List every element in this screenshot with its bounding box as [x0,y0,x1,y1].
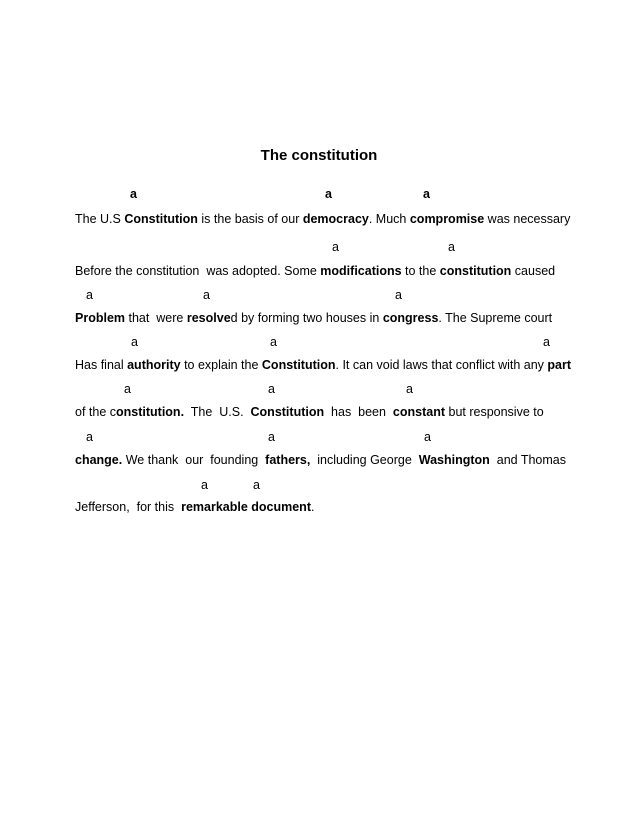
marker: a [325,187,332,201]
marker-row-1 [0,187,638,203]
bold-term: Washington [418,453,490,467]
marker-row-7 [0,478,638,494]
text-line-6 [75,453,575,467]
bold-term: modifications [320,264,402,278]
marker: a [131,335,138,349]
text-run: to the [401,264,440,278]
marker: a [130,187,137,201]
text-run: to explain the [180,358,262,372]
marker: a [270,335,277,349]
bold-term: congress [382,311,439,325]
marker: a [543,335,550,349]
bold-term: authority [127,358,181,372]
bold-term: change. [75,453,123,467]
text-run: has been [324,405,393,419]
bold-term: resolve [186,311,231,325]
text-run: The U.S. [184,405,251,419]
marker: a [268,382,275,396]
text-line-1 [75,212,575,226]
text-run: d by forming two houses in [230,311,383,325]
marker-row-3 [0,288,638,304]
bold-term: fathers, [265,453,311,467]
text-run: . Much [368,212,410,226]
marker: a [201,478,208,492]
text-run: . The Supreme court [438,311,553,325]
marker: a [395,288,402,302]
marker-row-4 [0,335,638,351]
text-run: that were [125,311,187,325]
text-run: . It can void laws that conflict with any [335,358,548,372]
bold-term: democracy [302,212,369,226]
marker: a [423,187,430,201]
text-run: . [311,500,315,514]
marker: a [448,240,455,254]
bold-term: Constitution [261,358,336,372]
bold-term: constitution [439,264,512,278]
marker: a [424,430,431,444]
bold-term: compromise [409,212,485,226]
marker: a [203,288,210,302]
text-run: of the c [75,405,116,419]
text-run: Jefferson, for this [75,500,182,514]
bold-term: onstitution. [116,405,185,419]
marker-row-2 [0,240,638,256]
text-run: is the basis of our [197,212,303,226]
text-line-2 [75,264,575,278]
document-title: The constitution [260,147,378,164]
bold-term: part [547,358,572,372]
marker: a [406,382,413,396]
text-run: was necessary [484,212,571,226]
text-run: and Thomas [489,453,566,467]
marker: a [332,240,339,254]
text-run: Has final [75,358,128,372]
bold-term: remarkable document [181,500,311,514]
text-run: but responsive to [445,405,544,419]
marker-row-5 [0,382,638,398]
bold-term: Constitution [250,405,325,419]
text-line-5 [75,405,575,419]
text-run: The U.S [75,212,125,226]
text-run: caused [511,264,556,278]
text-line-7 [75,500,575,514]
marker-row-6 [0,430,638,446]
marker: a [86,430,93,444]
text-run: We thank our founding [122,453,266,467]
marker: a [86,288,93,302]
bold-term: Constitution [124,212,198,226]
bold-term: constant [392,405,446,419]
text-line-4 [75,358,575,372]
bold-term: Problem [75,311,126,325]
marker: a [253,478,260,492]
marker: a [124,382,131,396]
text-run: Before the constitution was adopted. Some [75,264,321,278]
text-line-3 [75,311,575,325]
marker: a [268,430,275,444]
text-run: including George [310,453,419,467]
